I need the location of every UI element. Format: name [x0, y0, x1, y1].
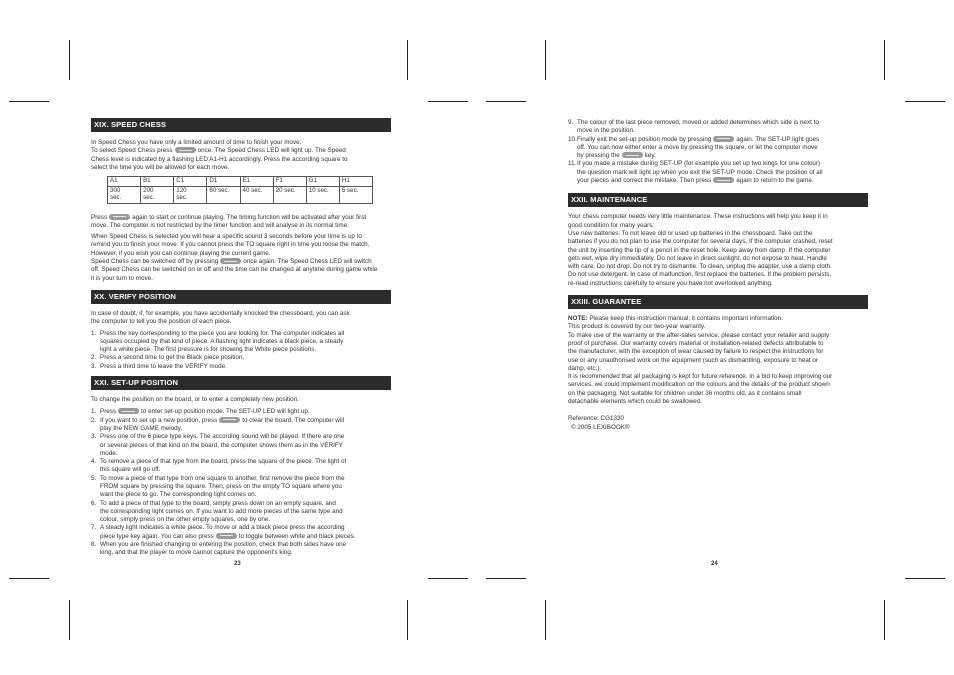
paragraph-line: remind you to finish your move. If you cannot press the TO square right in time you loose the match.: [91, 241, 370, 249]
table-cell: F1: [273, 177, 306, 187]
text-segment: again. The SET-UP light goes: [736, 135, 820, 143]
paragraph-line: the computer to tell you the position of each piece.: [91, 318, 232, 326]
text-line: FROM square by pressing the square. Then, press on the empty TO square where you: [100, 483, 342, 490]
table-cell: 60 sec.: [207, 186, 240, 203]
table-cell: H1: [339, 177, 372, 187]
table-row: [108, 186, 373, 203]
list-item: [568, 160, 868, 185]
crop-mark: [905, 101, 945, 102]
list-text: [577, 136, 868, 161]
paragraph-line: with care. Do not drop. Do not try to dismantle. To clean, unplug the adapter, use a damp cloth.: [568, 263, 832, 271]
list-text: [100, 541, 391, 558]
crop-mark: [69, 40, 70, 80]
speed-chess-key-icon: [109, 214, 130, 220]
paragraph-line: Do not use detergent. In case of malfunction, first replace the batteries. If the problem persists,: [568, 271, 832, 279]
list-text: [100, 500, 391, 525]
text-segment: to toggle between white and black pieces.: [238, 532, 356, 540]
crop-mark: [428, 101, 468, 102]
verify-body: [91, 310, 391, 371]
paragraph-line: damp, etc.).: [568, 364, 602, 372]
paragraph-line: To change the position on the board, or to enter a completely new position:: [91, 396, 299, 404]
setup-key-icon: [713, 136, 734, 142]
list-text: [100, 475, 391, 500]
paragraph-line: batteries if you do not plan to use the computer for several days. If the computer crashed, reset: [568, 238, 833, 246]
text-line: A steady light indicates a white piece. To move or add a black piece press the according: [100, 524, 345, 532]
setup-steps-continued: [568, 119, 868, 185]
list-number: 7.: [91, 524, 97, 532]
cell-line: 120: [176, 186, 187, 194]
list-item: [568, 119, 868, 136]
list-number: 9.: [568, 119, 574, 126]
paragraph-line: [91, 147, 391, 155]
table-cell: D1: [207, 177, 240, 187]
new-game-key-icon: [219, 417, 240, 423]
paragraph-line: select the time you will be allowed for each move.: [91, 163, 230, 171]
cell-line: sec.: [176, 193, 188, 201]
list-text: [577, 119, 868, 136]
list-number: 3.: [91, 433, 97, 441]
copyright-notice: © 2005 LEXIBOOK®: [571, 423, 630, 431]
list-number: 1.: [91, 329, 97, 337]
section-heading-verify-position: XX. VERIFY POSITION: [91, 290, 391, 304]
paragraph-line: [568, 315, 868, 323]
paragraph-line: It is recommended that all packaging is kept for future reference. In a bid to keep improving our: [568, 373, 833, 381]
crop-mark: [905, 578, 945, 579]
crop-mark: [428, 578, 468, 579]
text-segment: once again. The Speed Chess LED will switch: [243, 258, 372, 266]
list-item: [91, 433, 391, 458]
speed-chess-details: [91, 214, 391, 283]
paragraph-line: it is your turn to move.: [91, 274, 153, 282]
table-cell: A1: [108, 177, 141, 187]
page-number-right: 24: [711, 561, 718, 567]
setup-body: [91, 396, 391, 558]
text-line: mode.: [100, 449, 118, 457]
paragraph-line: Use new batteries. To not leave old or used up batteries in the chessboard. Take out the: [568, 229, 813, 237]
table-cell: 20 sec.: [273, 186, 306, 203]
text-line: colour, simply press on the other empty squares, one by one.: [100, 516, 271, 524]
text-segment: Finally exit the set-up position mode by pressing: [577, 135, 712, 143]
list-number: 6.: [91, 499, 97, 507]
list-text: [577, 160, 868, 185]
text-line: squares occupied by that kind of piece. A flashing light indicates a black piece, a steady: [100, 337, 344, 345]
table-cell: E1: [240, 177, 273, 187]
speed-chess-key-icon: [220, 258, 241, 264]
crop-mark: [884, 600, 885, 640]
table-cell: B1: [141, 177, 174, 187]
text-segment: Press: [100, 408, 117, 416]
text-line: To remove a piece of that type from the board, press the square of the piece. The light of: [100, 458, 347, 466]
text-line: king, and that the player to move cannot capture the opponent's king.: [100, 549, 293, 557]
paragraph-line: services, we could implement modification on the colours and the details of the product shown: [568, 381, 830, 389]
cell-line: sec.: [110, 193, 122, 201]
text-segment: Speed Chess can be switched off by pressing: [91, 258, 219, 266]
text-segment: to clear the board. The computer will: [242, 416, 344, 424]
page-left: [91, 118, 391, 558]
list-text: [100, 408, 391, 416]
text-line: or several pieces of that kind on the board, the computer shows them as in the VERIFY: [100, 441, 343, 449]
text-line: If you made a mistake during SET-UP (for example you set up two kings for one colour): [577, 160, 821, 168]
list-item: [91, 363, 391, 371]
text-line: Press one of the 6 piece type keys. The according sound will be played. If there are one: [100, 433, 345, 441]
table-header-row: [108, 177, 373, 187]
speed-chess-intro: [91, 139, 391, 172]
crop-mark: [884, 40, 885, 80]
section-heading-maintenance: XXII. MAINTENANCE: [568, 193, 868, 207]
text-segment: key.: [644, 152, 656, 160]
list-number: 5.: [91, 474, 97, 482]
paragraph-line: This product is covered by our two-year warranty.: [568, 323, 706, 331]
crop-mark: [407, 40, 408, 80]
crop-mark: [69, 600, 70, 640]
move-key-icon: [622, 152, 643, 158]
section-heading-speed-chess: XIX. SPEED CHESS: [91, 118, 391, 132]
list-item: [91, 475, 391, 500]
table-cell: C1: [174, 177, 207, 187]
list-number: 1.: [91, 408, 97, 416]
list-item: [91, 458, 391, 475]
setup-steps: [91, 408, 391, 557]
text-line: play the NEW GAME melody.: [100, 424, 183, 432]
crop-mark: [486, 578, 526, 579]
text-segment: by pressing the: [577, 152, 620, 160]
text-line: light a white piece. The first pressure is for showing the White piece positions.: [100, 346, 317, 354]
table-cell: [108, 186, 141, 203]
list-item: [91, 408, 391, 416]
text-line: Press the key corresponding to the piece you are looking for. The computer indicates all: [100, 329, 345, 337]
paragraph-line: off. Speed Chess can be switched on or off and the time can be changed at anytime during game while: [91, 266, 378, 274]
cell-line: 200: [143, 186, 154, 194]
table-cell: [174, 186, 207, 203]
paragraph-line: [91, 258, 391, 266]
list-text: [100, 433, 391, 458]
paragraph-line: However, if you wish you can continue playing the current game.: [91, 249, 271, 257]
paragraph-line: proof of purchase. Our warranty covers material or installation-related defects attributable to: [568, 339, 824, 347]
text-line: When you are finished changing or entering the position, check that both sides have one: [100, 541, 347, 549]
list-number: 2.: [91, 416, 97, 424]
paragraph-line: [91, 214, 391, 222]
text-segment: to enter set-up position mode. The SET-UP LED will light up.: [141, 408, 310, 416]
list-number: 8.: [91, 541, 97, 549]
text-segment: once. The Speed Chess LED will light up. The Speed: [197, 147, 346, 155]
page-number-left: 23: [234, 561, 241, 567]
paragraph-line: Chess level is indicated by a flashing LED A1-H1 accordingly. Press the according square to: [91, 155, 348, 163]
text-line: move in the position.: [577, 127, 635, 135]
section-heading-setup-position: XXI. SET-UP POSITION: [91, 376, 391, 390]
text-line: want the piece to go. The corresponding light comes on.: [100, 491, 257, 499]
table-cell: 10 sec.: [306, 186, 339, 203]
text-line: the corresponding light comes on. If you want to add more pieces of the same type and: [100, 507, 343, 515]
page-right: [568, 119, 868, 432]
setup-key-icon: [713, 177, 734, 183]
cell-line: 300: [110, 186, 121, 194]
list-text: [100, 458, 391, 475]
crop-mark: [545, 600, 546, 640]
text-line: To move a piece of that type from one square to another, first remove the piece from the: [100, 474, 345, 482]
list-number: 2.: [91, 354, 97, 362]
list-item: [91, 541, 391, 558]
paragraph-line: gets wet, wipe dry immediately. Do not leave in direct sunlight, do not expose to heat. Handle: [568, 254, 827, 262]
paragraph-line: In case of doubt, if, for example, you have accidentally knocked the chessboard, you can ask: [91, 309, 350, 317]
table-cell: 40 sec.: [240, 186, 273, 203]
list-item: [568, 136, 868, 161]
list-text: [100, 524, 391, 541]
list-text: [100, 417, 391, 434]
text-segment: your pieces and correct the mistake. Then press: [577, 177, 712, 185]
text-line: off. You can now either enter a move by pressing the square, or let the computer move: [577, 143, 818, 151]
setup-key-icon: [118, 408, 139, 414]
speed-chess-key-icon: [175, 147, 196, 153]
guarantee-body: [568, 315, 868, 432]
paragraph-line: detachable elements which could be swallowed.: [568, 398, 703, 406]
list-number: 3.: [91, 362, 97, 370]
crop-mark: [407, 600, 408, 640]
table-cell: 5 sec.: [339, 186, 372, 203]
maintenance-body: [568, 213, 868, 288]
paragraph-line: Your chess computer needs very little maintenance. These instructions will help you keep it in: [568, 213, 828, 221]
list-number: 11.: [568, 160, 577, 168]
paragraph-line: move. The computer is not restricted by the timer function and will analyse in its normal time.: [91, 221, 349, 229]
crop-mark: [545, 40, 546, 80]
reference-code: Reference: CG1330: [568, 415, 625, 423]
text-line: the question mark will light up when you exit the SET-UP mode. Check the position of all: [577, 168, 823, 176]
text-segment: Please keep this instruction manual, it contains important information.: [587, 315, 783, 323]
paragraph-line: the unit by inserting the tip of a pencil in the reset hole. Keep away from damp. If the computer: [568, 246, 831, 254]
color-toggle-key-icon: [216, 533, 237, 539]
text-line: this square will go off.: [100, 466, 161, 474]
table-cell: G1: [306, 177, 339, 187]
list-item: [91, 330, 391, 355]
paragraph-line: re-read instructions carefully to ensure you have not overlooked anything.: [568, 279, 773, 287]
table-cell: [141, 186, 174, 203]
list-text: Press a second time to get the Black piece position.: [100, 354, 245, 362]
text-segment: To select Speed Chess press: [91, 147, 173, 155]
crop-mark: [9, 578, 49, 579]
text-line: The colour of the last piece removed, moved or added determines which side is next to: [577, 119, 819, 126]
text-segment: Press: [91, 213, 108, 221]
list-number: 10.: [568, 135, 577, 143]
paragraph-line: use or any unauthorised work on the equipment (such as dismantling, exposure to heat or: [568, 356, 818, 364]
list-item: [91, 354, 391, 362]
crop-mark: [9, 101, 49, 102]
paragraph-line: In Speed Chess you have only a limited amount of time to finish your move.: [91, 139, 302, 146]
paragraph-line: on the packaging. Not suitable for children under 36 months old, as it contains small: [568, 389, 802, 397]
text-segment: again to start or continue playing. The timing function will be activated after your first: [132, 213, 367, 221]
verify-steps: [91, 330, 391, 371]
speed-chess-time-table: [107, 176, 373, 203]
paragraph-line: the manufacturer, with the exception of wear caused by failure to respect the instructions for: [568, 348, 824, 356]
text-segment: piece type key again. You can also press: [100, 532, 214, 540]
paragraph-line: good condition for many years:: [568, 221, 655, 229]
section-heading-guarantee: XXIII. GUARANTEE: [568, 295, 868, 309]
list-item: [91, 500, 391, 525]
note-label: NOTE:: [568, 315, 588, 323]
list-item: [91, 524, 391, 541]
paragraph-line: To make use of the warranty or the after-sales service, please contact your retailer and supply: [568, 331, 830, 339]
text-segment: again to return to the game.: [736, 177, 814, 185]
paragraph-line: When Speed Chess is selected you will hear a specific sound 3 seconds before your time is up to: [91, 233, 362, 241]
list-number: 4.: [91, 458, 97, 466]
list-item: [91, 417, 391, 434]
list-text: [100, 330, 391, 355]
list-text: Press a third time to leave the VERIFY mode.: [100, 362, 227, 370]
text-segment: If you want to set up a new position, press: [100, 416, 218, 424]
crop-mark: [486, 101, 526, 102]
text-line: To add a piece of that type to the board, simply press down on an empty square, and: [100, 499, 336, 507]
cell-line: sec.: [143, 193, 155, 201]
